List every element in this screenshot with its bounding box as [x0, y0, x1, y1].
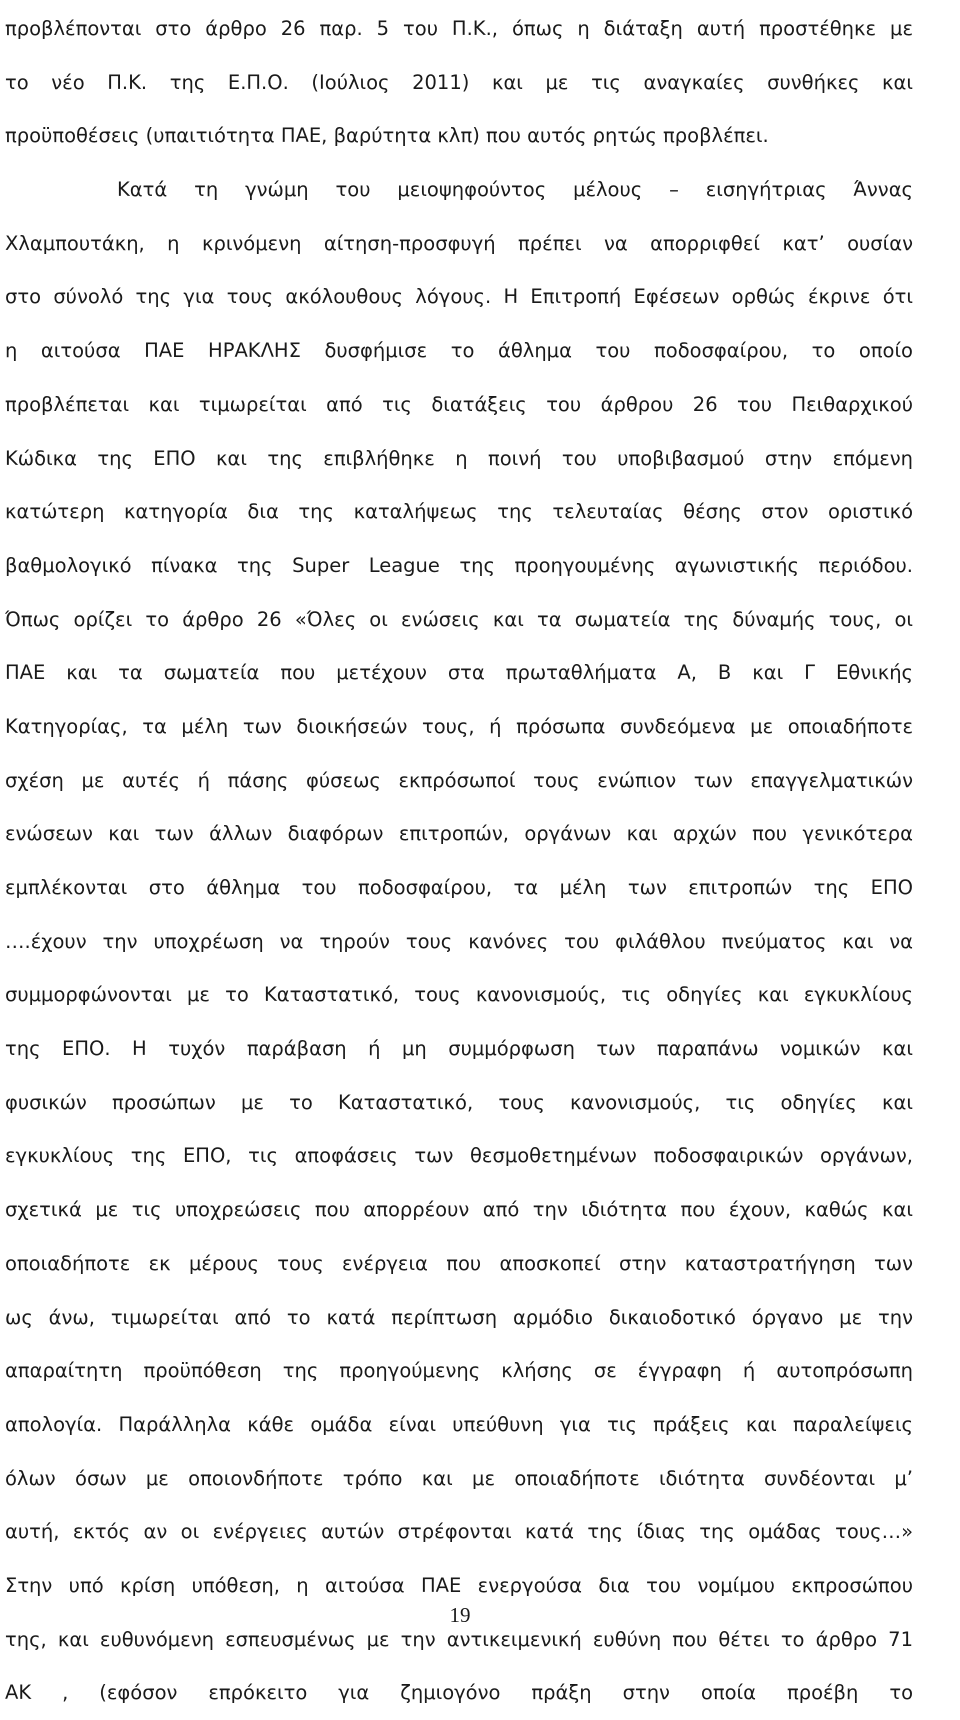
text-line: ….έχουν την υποχρέωση να τηρούν τους κανόνες του φιλάθλου πνεύματος και να: [5, 929, 913, 953]
paragraph-start-line: Κατά τη γνώμη του μειοψηφούντος μέλους – εισηγήτριας Άννας: [117, 178, 913, 202]
text-line: προβλέπονται στο άρθρο 26 παρ. 5 του Π.Κ., όπως η διάταξη αυτή προστέθηκε με: [5, 17, 913, 40]
text-line: απαραίτητη προϋπόθεση της προηγούμενης κλήσης σε έγγραφη ή αυτοπρόσωπη: [5, 1359, 913, 1383]
text-line: Κώδικα της ΕΠΟ και της επιβλήθηκε η ποινή του υποβιβασμού στην επόμενη: [5, 446, 913, 470]
text-line: σχετικά με τις υποχρεώσεις που απορρέουν από την ιδιότητα που έχουν, καθώς και: [5, 1198, 913, 1222]
text-line: όλων όσων με οποιονδήποτε τρόπο και με οποιαδήποτε ιδιότητα συνδέονται μ’: [5, 1466, 913, 1490]
text-line: κατώτερη κατηγορία δια της καταλήψεως της τελευταίας θέσης στον οριστικό: [5, 500, 913, 524]
text-line: ΠΑΕ και τα σωματεία που μετέχουν στα πρωταθλήματα Α, Β και Γ Εθνικής: [5, 661, 913, 685]
text-line: ως άνω, τιμωρείται από το κατά περίπτωση αρμόδιο δικαιοδοτικό όργανο με την: [5, 1305, 913, 1329]
body-text: [5, 2, 913, 1720]
text-line: αυτή, εκτός αν οι ενέργειες αυτών στρέφονται κατά της ίδιας της ομάδας τους…»: [5, 1520, 913, 1544]
page-number: 19: [449, 1603, 471, 1627]
text-line: Χλαμπουτάκη, η κρινόμενη αίτηση-προσφυγή πρέπει να απορριφθεί κατ’ ουσίαν: [5, 231, 913, 255]
text-line: προϋποθέσεις (υπαιτιότητα ΠΑΕ, βαρύτητα κλπ) που αυτός ρητώς προβλέπει.: [5, 124, 769, 148]
text-line: ενώσεων και των άλλων διαφόρων επιτροπών, οργάνων και αρχών που γενικότερα: [5, 822, 913, 846]
text-line: Όπως ορίζει το άρθρο 26 «Όλες οι ενώσεις και τα σωματεία της δύναμής τους, οι: [5, 607, 913, 631]
text-line: εμπλέκονται στο άθλημα του ποδοσφαίρου, τα μέλη των επιτροπών της ΕΠΟ: [5, 876, 913, 899]
text-line: φυσικών προσώπων με το Καταστατικό, τους κανονισμούς, τις οδηγίες και: [5, 1090, 913, 1114]
text-line: στο σύνολό της για τους ακόλουθους λόγους. Η Επιτροπή Εφέσεων ορθώς έκρινε ότι: [5, 285, 913, 309]
text-line: Κατηγορίας, τα μέλη των διοικήσεών τους, ή πρόσωπα συνδεόμενα με οποιαδήποτε: [5, 714, 913, 738]
text-line: εγκυκλίους της ΕΠΟ, τις αποφάσεις των θεσμοθετημένων ποδοσφαιρικών οργάνων,: [5, 1144, 913, 1168]
text-line: της ΕΠΟ. Η τυχόν παράβαση ή μη συμμόρφωση των παραπάνω νομικών και: [5, 1037, 913, 1061]
text-line: Στην υπό κρίση υπόθεση, η αιτούσα ΠΑΕ ενεργούσα δια του νομίμου εκπροσώπου: [5, 1573, 913, 1597]
text-line: ΑΚ , (εφόσον επρόκειτο για ζημιογόνο πράξη στην οποία προέβη το: [5, 1681, 913, 1705]
text-line: συμμορφώνονται με το Καταστατικό, τους κανονισμούς, τις οδηγίες και εγκυκλίους: [5, 983, 913, 1007]
text-line: σχέση με αυτές ή πάσης φύσεως εκπρόσωποί τους ενώπιον των επαγγελματικών: [5, 768, 913, 792]
text-line: προβλέπεται και τιμωρείται από τις διατάξεις του άρθρου 26 του Πειθαρχικού: [5, 392, 913, 416]
text-line: οποιαδήποτε εκ μέρους τους ενέργεια που αποσκοπεί στην καταστρατήγηση των: [5, 1251, 913, 1275]
text-line: το νέο Π.Κ. της Ε.Π.Ο. (Ιούλιος 2011) και με τις αναγκαίες συνθήκες και: [5, 70, 913, 94]
text-line: η αιτούσα ΠΑΕ ΗΡΑΚΛΗΣ δυσφήμισε το άθλημα του ποδοσφαίρου, το οποίο: [5, 339, 913, 363]
text-line: βαθμολογικό πίνακα της Super League της προηγουμένης αγωνιστικής περιόδου.: [5, 553, 913, 577]
text-line: της, και ευθυνόμενη εσπευσμένως με την αντικειμενική ευθύνη που θέτει το άρθρο 71: [5, 1627, 913, 1651]
text-line: απολογία. Παράλληλα κάθε ομάδα είναι υπεύθυνη για τις πράξεις και παραλείψεις: [5, 1412, 913, 1436]
